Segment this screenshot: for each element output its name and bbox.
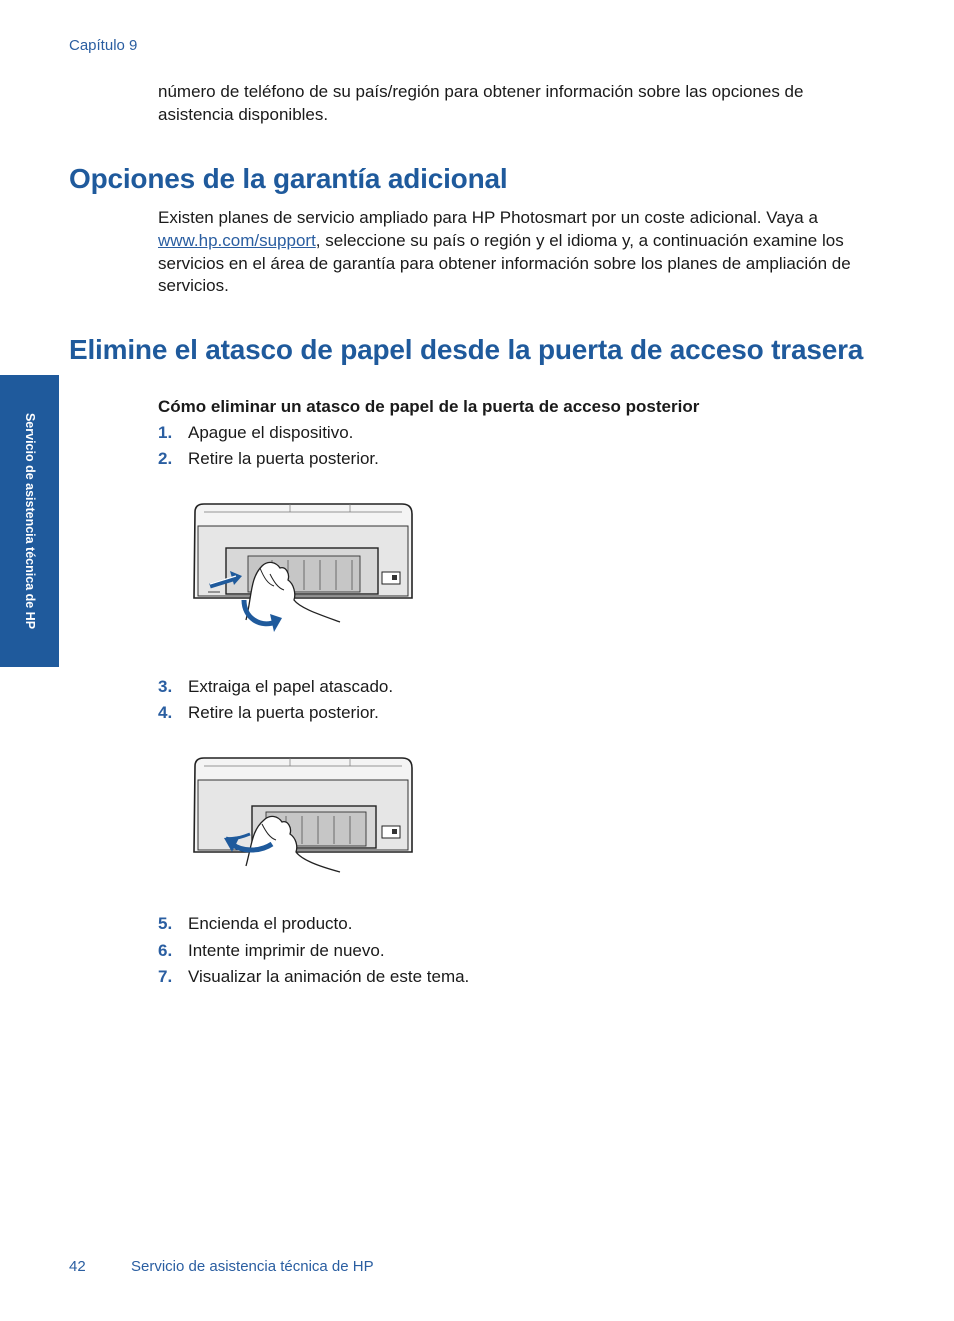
side-tab-label: Servicio de asistencia técnica de HP [23,412,37,630]
chapter-label: Capítulo 9 [69,37,138,54]
printer-illustration-svg [190,754,416,878]
step-number: 5. [158,914,173,933]
step-text: Encienda el producto. [188,914,353,933]
page-number: 42 [69,1258,86,1275]
warranty-paragraph [158,207,878,298]
step-text: Apague el dispositivo. [188,423,354,442]
step-item [158,967,469,987]
step-number: 6. [158,941,173,960]
side-tab [0,375,59,667]
step-number: 1. [158,423,173,442]
intro-paragraph: número de teléfono de su país/región para obtener información sobre las opciones de asistencia disponibles. [158,82,804,124]
step-number: 2. [158,449,173,468]
section-title-warranty: Opciones de la garantía adicional [69,163,508,194]
warranty-text-after: , seleccione su país o región y el idioma y, a continuación examine los servicios en el área de garantía para obtener información sobre los planes de ampliación de servicios. [158,230,851,296]
step-item [158,914,352,934]
step-text: Intente imprimir de nuevo. [188,941,385,960]
warranty-text-before: Existen planes de servicio ampliado para HP Photosmart por un coste adicional. Vaya a [158,208,818,227]
step-text: Retire la puerta posterior. [188,449,379,468]
step-number: 4. [158,703,173,722]
step-item [158,449,379,469]
support-link[interactable]: www.hp.com/support [158,230,316,250]
section-title-paper-jam: Elimine el atasco de papel desde la puerta de acceso trasera [69,334,864,365]
printer-rear-replace-door-illustration [190,754,416,878]
procedure-subheading: Cómo eliminar un atasco de papel de la puerta de acceso posterior [158,397,700,416]
printer-illustration-svg [190,500,416,636]
step-item [158,941,385,961]
step-item [158,423,353,443]
step-item [158,703,379,723]
step-text: Retire la puerta posterior. [188,703,379,722]
step-number: 3. [158,677,173,696]
footer-title: Servicio de asistencia técnica de HP [131,1258,374,1275]
printer-rear-remove-door-illustration [190,500,416,636]
step-number: 7. [158,967,173,986]
step-text: Visualizar la animación de este tema. [188,967,470,986]
step-text: Extraiga el papel atascado. [188,677,394,696]
step-item [158,677,393,697]
